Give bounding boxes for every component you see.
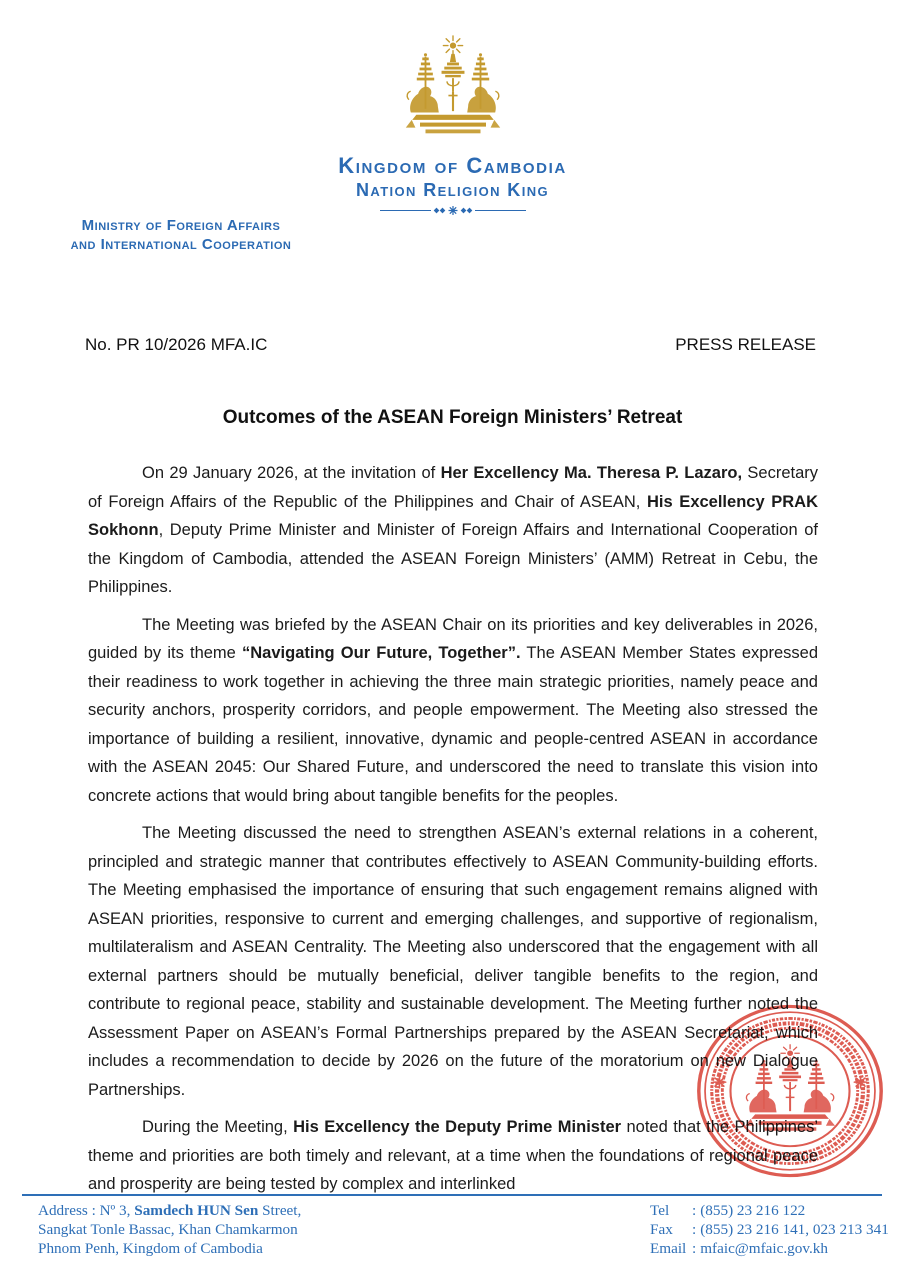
document-body — [88, 459, 818, 1199]
ministry-line-1: Ministry of Foreign Affairs — [81, 217, 281, 234]
national-motto: Nation Religion King — [355, 180, 550, 200]
ministry-name — [36, 216, 326, 254]
paragraph: The Meeting was briefed by the ASEAN Chair on its priorities and key deliverables in 2026, guided by its theme “Navigating Our Future, Together”. The ASEAN Member States expressed their readiness to work together in achieving the three main strategic priorities, namely peace and security anchors, prosperity corridors, and people empowerment. The Meeting also stressed the importance of building a resilient, innovative, dynamic and people-centred ASEAN in accordance with the ASEAN 2045: Our Shared Future, and underscored the need to translate this vision into concrete actions that would bring about tangible benefits for the peoples. — [88, 615, 818, 805]
address-line: Address : Nº 3, Samdech HUN Sen Street, — [38, 1202, 302, 1219]
footer-divider — [22, 1194, 882, 1196]
kingdom-title: Kingdom of Cambodia — [338, 153, 567, 178]
royal-arms-icon — [398, 26, 508, 144]
ornamental-divider-icon — [378, 205, 528, 216]
contact-line: Tel : (855) 23 216 122 — [650, 1202, 806, 1219]
document-title: Outcomes of the ASEAN Foreign Ministers’ Retreat — [222, 407, 683, 428]
paragraph: During the Meeting, His Excellency the Deputy Prime Minister noted that the Philippines’ theme and priorities are both timely and relevant, at a time when the foundations of regional peace and prosperity are being tested by complex and interlinked — [88, 1118, 818, 1193]
address-line: Phnom Penh, Kingdom of Cambodia — [38, 1239, 263, 1257]
contact-line: Email : mfaic@mfaic.gov.kh — [650, 1239, 828, 1257]
paragraph: On 29 January 2026, at the invitation of Her Excellency Ma. Theresa P. Lazaro, Secretary of Foreign Affairs of the Republic of the Philippines and Chair of ASEAN, His Excellency PRAK Sokhonn, Deputy Prime Minister and Minister of Foreign Affairs and International Cooperation of the Kingdom of Cambodia, attended the ASEAN Foreign Ministers’ (AMM) Retreat in Cebu, the Philippines. — [88, 464, 819, 596]
ministry-line-2: and International Cooperation — [70, 236, 292, 253]
paragraph: The Meeting discussed the need to strengthen ASEAN’s external relations in a coherent, principled and strategic manner that contributes effectively to ASEAN Community-building efforts. The Meeting emphasised the importance of ensuring that such engagement remains aligned with ASEAN priorities, responsive to current and emerging challenges, and supportive of regionalism, multilateralism and ASEAN Centrality. The Meeting also underscored that the engagement with all external partners should be mutually beneficial, deliver tangible benefits to the region, and contribute to regional peace, stability and sustainable development. The Meeting further noted the Assessment Paper on ASEAN’s Formal Partnerships prepared by the ASEAN Secretariat, which includes a recommendation to decide by 2026 on the future of the moratorium on new Dialogue Partnerships. — [88, 824, 818, 1099]
footer-contacts — [650, 1202, 889, 1258]
reference-number: No. PR 10/2026 MFA.IC — [85, 335, 268, 354]
document-type-label: PRESS RELEASE — [675, 335, 816, 354]
letterhead — [0, 0, 905, 149]
footer-address — [38, 1202, 301, 1258]
contact-line: Fax : (855) 23 216 141, 023 213 341 — [650, 1220, 889, 1238]
address-line: Sangkat Tonle Bassac, Khan Chamkarmon — [38, 1220, 298, 1238]
